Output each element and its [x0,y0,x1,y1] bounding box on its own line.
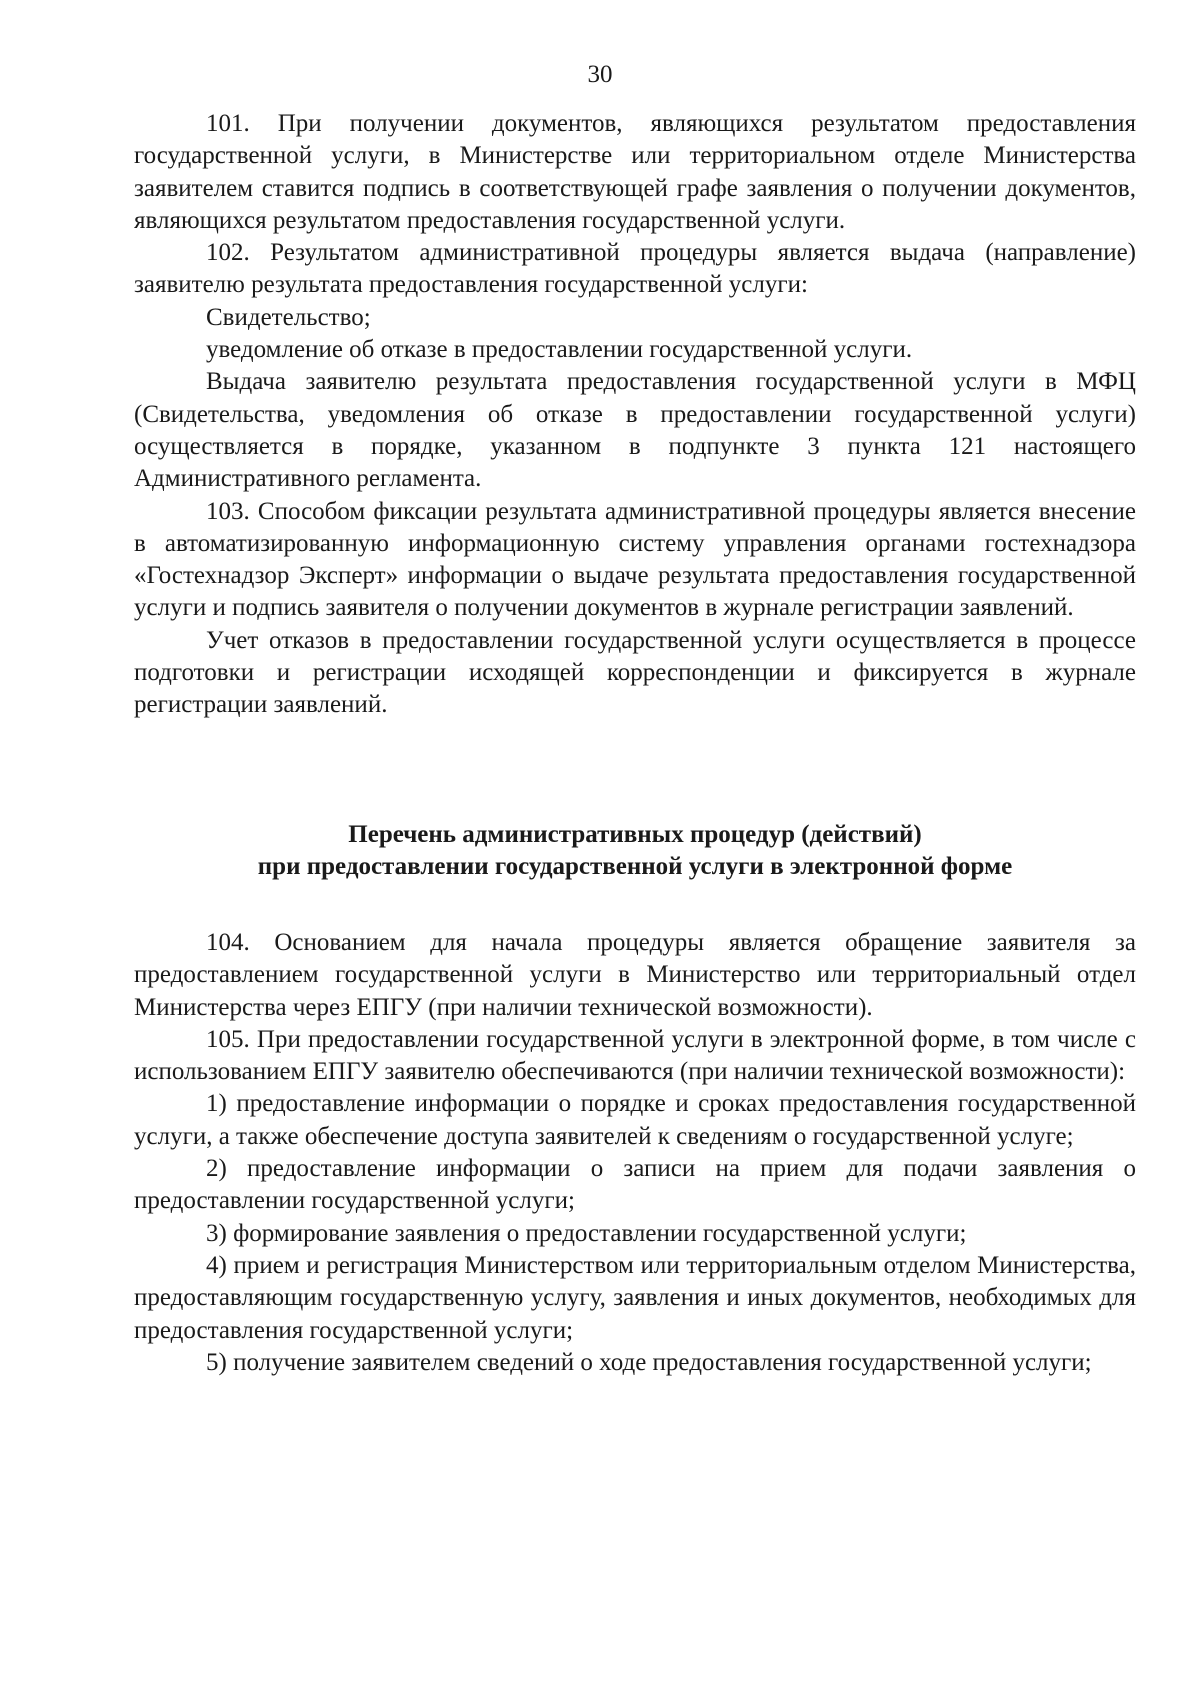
body-text-after-heading [134,927,1136,1379]
list-item-2: 2) предоставление информации о записи на прием для подачи заявления о предоставлении государственной услуги; [134,1155,1136,1215]
paragraph-101: 101. При получении документов, являющихся результатом предоставления государственной услуги, в Министерстве или территориальном отделе Министерства заявителем ставится подпись в соответствующей графе заявления о получении документов, являющихся результатом предоставления государственной услуги. [134,110,1136,234]
list-item-3: 3) формирование заявления о предоставлении государственной услуги; [206,1219,967,1247]
list-item-1: 1) предоставление информации о порядке и сроках предоставления государственной услуги, а также обеспечение доступа заявителей к сведениям о государственной услуге; [134,1090,1136,1150]
section-heading-line-2: при предоставлении государственной услуги в электронной форме [257,853,1013,880]
paragraph-105: 105. При предоставлении государственной услуги в электронной форме, в том числе с использованием ЕПГУ заявителю обеспечиваются (при наличии технической возможности): [134,1025,1136,1086]
page-number: 30 [587,61,613,88]
paragraph-refusal-accounting: Учет отказов в предоставлении государственной услуги осуществляется в процессе подготовки и регистрации исходящей корреспонденции и фиксируется в журнале регистрации заявлений. [134,626,1136,719]
paragraph-issuance-mfc: Выдача заявителю результата предоставления государственной услуги в МФЦ (Свидетельства, уведомления об отказе в предоставлении государственной услуги) осуществляется в порядке, указанном в подпункте 3 пункта 121 настоящего Административного регламента. [134,368,1136,493]
paragraph-103: 103. Способом фиксации результата административной процедуры является внесение в автоматизированную информационную систему управления органами гостехнадзора «Гостехнадзор Эксперт» информации о выдаче результата предоставления государственной услуги и подпись заявителя о получении документов в журнале регистрации заявлений. [134,497,1136,622]
paragraph-102: 102. Результатом административной процедуры является выдача (направление) заявителю результата предоставления государственной услуги: [134,239,1136,299]
body-text-before-heading [134,108,1136,722]
paragraph-104: 104. Основанием для начала процедуры является обращение заявителя за предоставлением государственной услуги в Министерство или территориальный отдел Министерства через ЕПГУ (при наличии технической возможности). [134,929,1136,1021]
list-item-5: 5) получение заявителем сведений о ходе предоставления государственной услуги; [206,1348,1092,1376]
section-heading-line-1: Перечень административных процедур (действий) [348,821,922,848]
list-item-refusal-notice: уведомление об отказе в предоставлении государственной услуги. [206,336,913,364]
list-item-4: 4) прием и регистрация Министерством или территориальным отделом Министерства, предоставляющим государственную услугу, заявления и иных документов, необходимых для предоставления государственной услуги; [134,1251,1136,1344]
section-heading [134,819,1136,883]
list-item-certificate: Свидетельство; [206,303,371,331]
